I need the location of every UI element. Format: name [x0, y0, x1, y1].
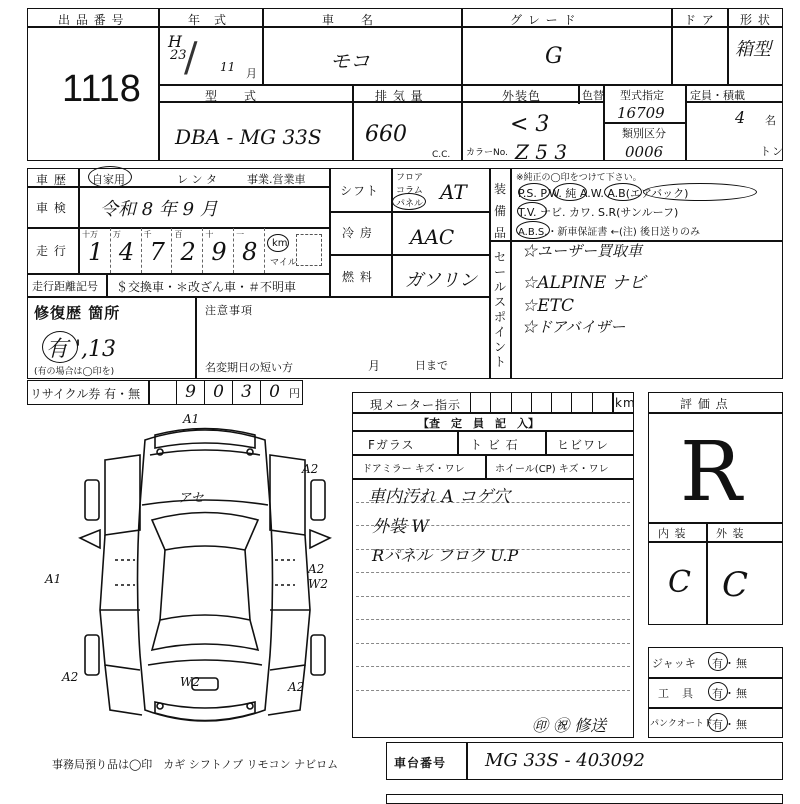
mark-rear-left: A2 [62, 670, 79, 684]
year-slash: / [184, 35, 198, 81]
mileage-label: 走 行 [36, 244, 67, 258]
year-month-unit: 月 [246, 67, 258, 80]
color-label: 外装色 [502, 89, 542, 103]
color-no-value: Z 5 3 [515, 140, 568, 164]
fuel-value: ガソリン [405, 270, 477, 291]
inspector-note-line [356, 619, 630, 620]
tool-puncture-label: パンクオートド [650, 719, 713, 729]
equip-abs-circle [516, 221, 550, 239]
mark-rear-right: A2 [288, 680, 305, 694]
history-option-business[interactable]: 事業.営業車 [247, 173, 306, 186]
displacement-label: 排 気 量 [375, 89, 424, 103]
mileage-digit: 4 [118, 238, 135, 266]
bottom-edge-box [386, 794, 783, 804]
inspector-note-2: 外装 W [372, 517, 429, 537]
tool-kit-label: 工 具 [658, 687, 694, 700]
deposit-text: 事務局預り品は◯印 カギ シフトノブ リモコン ナビロム [52, 758, 339, 771]
meter-cells [470, 392, 612, 412]
repair-label: 修復歴 箇所 [34, 304, 121, 322]
recycle-digits [176, 380, 288, 405]
category-value: 0006 [625, 143, 664, 161]
mark-rear-center: W2 [180, 675, 200, 689]
mark-right-side-a: A2 [308, 562, 325, 576]
shaken-label: 車 検 [36, 201, 67, 215]
mileage-unit-label: 百 [174, 230, 183, 239]
year-num: 23 [170, 48, 187, 63]
mileage-cell [142, 228, 173, 273]
interior-label: 内 装 [658, 527, 687, 540]
mileage-unit-label: 十 [205, 230, 214, 239]
sales-line-3: ☆ETC [522, 296, 574, 316]
recycle-unit: 円 [289, 387, 301, 400]
chassis-label: 車台番号 [394, 756, 447, 770]
meter-cell [531, 392, 551, 412]
interior-value: C [668, 565, 691, 600]
mileage-note-text: ＄交換車・＊改ざん車・＃不明車 [116, 280, 297, 294]
year-label: 年 式 [188, 13, 228, 27]
km-circle [267, 234, 289, 252]
inspector-tobiishi: ト ビ 石 [470, 438, 519, 452]
capacity-label: 定員・積載 [690, 89, 745, 102]
grade-value: G [545, 44, 563, 69]
inspector-mirror: ドアミラー キズ・ワレ [362, 464, 465, 475]
model-label: 型 式 [205, 89, 258, 103]
evaluation-label: 評 価 点 [680, 397, 729, 411]
history-label: 車 歴 [36, 173, 67, 187]
aircon-value: AAC [410, 225, 455, 249]
inspector-label: 【査 定 員 記 入】 [418, 417, 539, 430]
tool-jack-value[interactable]: 有・無 [712, 657, 748, 670]
remarks-month: 月 [368, 359, 382, 373]
type-spec-label: 型式指定 [620, 89, 664, 102]
color-no-label: カラーNo. [466, 148, 508, 158]
mileage-cell [80, 228, 111, 273]
inspector-note-1: 車内汚れ A コゲ穴 [368, 487, 511, 507]
aircon-label: 冷 房 [342, 226, 373, 240]
sales-line-4: ☆ドアバイザー [522, 318, 626, 336]
meter-unit: km [615, 396, 636, 410]
exterior-label: 外 装 [716, 527, 745, 540]
capacity-unit: 名 [765, 114, 777, 127]
mileage-unit-label: 一 [236, 230, 245, 239]
tool-kit-value[interactable]: 有・無 [712, 687, 748, 700]
mileage-unit-label: 十万 [82, 230, 98, 239]
repair-value: 有 ',13 [46, 337, 117, 362]
shift-panel-circle [392, 193, 426, 210]
car-name: モコ [330, 49, 370, 73]
inspector-note-line [356, 666, 630, 667]
evaluation-score: R [680, 425, 742, 520]
mark-right-front: A2 [302, 462, 319, 476]
mileage-cell [173, 228, 204, 273]
equip-row2: T.V. ナビ. カワ. S.R(サンルーフ) [518, 206, 679, 219]
recycle-digit: 0 [204, 380, 232, 405]
inspector-note-line [356, 643, 630, 644]
tool-kit-circle [708, 682, 728, 701]
car-label: 車 名 [322, 13, 375, 27]
mileage-cell [111, 228, 142, 273]
mark-right-side-w: W2 [308, 577, 328, 591]
exterior-value: C [722, 565, 749, 605]
mark-top: A1 [183, 412, 200, 426]
tool-jack-label: ジャッキ [652, 657, 696, 670]
type-spec-value: 16709 [617, 104, 665, 122]
sales-point-label [494, 250, 508, 370]
car-diagram [60, 410, 350, 740]
door-label: ド ア [684, 13, 715, 27]
recycle-digit: 0 [260, 380, 288, 405]
history-option-rental[interactable]: レ ン タ [177, 173, 217, 186]
capacity-value: 4 [735, 108, 746, 127]
equip-aw-circle [604, 183, 642, 201]
displacement-value: 660 [365, 122, 407, 147]
repair-circle [42, 331, 78, 363]
mileage-digit: 2 [180, 238, 196, 266]
recycle-digit: 9 [176, 380, 204, 405]
fuel-label: 燃 料 [342, 270, 373, 284]
history-option-private[interactable]: 自家用 [92, 173, 125, 186]
meter-cell [592, 392, 612, 412]
inspector-note-line [356, 596, 630, 597]
km-label: km [272, 238, 288, 249]
mileage-cell [234, 228, 265, 273]
recycle-digit: 3 [232, 380, 260, 405]
history-selected-circle [88, 166, 132, 188]
mileage-digit: 9 [211, 238, 227, 266]
shape-value: 箱型 [735, 39, 771, 60]
mileage-note-label: 走行距離記号 [32, 280, 98, 293]
chassis-value: MG 33S - 403092 [485, 750, 646, 771]
tool-puncture-value[interactable]: 有・無 [712, 718, 748, 731]
equip-label-text: 装 備 品 [494, 182, 507, 240]
equip-row1: P.S. P.W. 純 A.W. A.B(エアバック) [518, 187, 689, 200]
mileage-digit: 7 [149, 238, 165, 266]
lot-label: 出 品 番 号 [58, 13, 125, 27]
equip-note: ※純正の◯印をつけて下さい。 [516, 173, 642, 183]
meter-cell [511, 392, 531, 412]
color-change-label: 色替 [582, 89, 604, 102]
inspector-hibiware: ヒビワレ [557, 438, 610, 452]
category-label: 類別区分 [622, 127, 666, 140]
equip-label [494, 178, 508, 244]
sales-point-label-text: セールスポイント [494, 250, 507, 369]
mark-hood: アセ [178, 491, 204, 506]
equip-pw-circle [553, 183, 587, 201]
shift-label: シフト [340, 184, 380, 198]
meter-cell [470, 392, 490, 412]
inspector-note-3: Rパネル フロク U.P [372, 546, 519, 565]
grade-label: グ レ ー ド [510, 13, 577, 27]
remarks-short-label: 名変期日の短い方 [205, 361, 293, 374]
shift-panel[interactable]: パネル [396, 199, 424, 209]
mileage-cell [203, 228, 234, 273]
equip-ab-circle [643, 183, 757, 201]
mark-left-side: A1 [45, 572, 62, 586]
mileage-digits [80, 228, 265, 273]
mile-label: マイル [270, 258, 297, 268]
recycle-label: リサイクル券 有・無 [30, 387, 141, 401]
shift-floor[interactable]: フロア [396, 173, 424, 183]
remarks-day: 日まで [415, 359, 448, 372]
lot-number: 1118 [62, 68, 141, 110]
color-value: < 3 [510, 112, 550, 137]
sales-line-1: ☆ユーザー買取車 [522, 242, 643, 260]
inspector-signature: ㊞ ㊗ 修送 [532, 716, 607, 735]
year-month: 11 [220, 60, 236, 74]
year-era: H [168, 32, 182, 51]
meter-cell [551, 392, 571, 412]
shift-column[interactable]: コラム [396, 186, 423, 196]
tool-puncture-circle [708, 713, 728, 732]
remarks-label: 注意事項 [205, 304, 253, 317]
mileage-unit-label: 千 [143, 230, 152, 239]
equip-tv-circle [517, 202, 547, 220]
mile-box [296, 234, 322, 266]
shape-label: 形 状 [740, 13, 771, 27]
tool-jack-circle [708, 652, 728, 671]
inspector-wheel: ホイール(CP) キズ・ワレ [495, 464, 609, 475]
model-value: DBA - MG 33S [175, 125, 322, 149]
inspector-note-line [356, 690, 630, 691]
ton-unit: トン [760, 145, 784, 158]
shift-value: AT [440, 180, 467, 204]
meter-label: 現メーター指示 [370, 398, 462, 412]
mileage-digit: 1 [88, 238, 104, 266]
cc-unit: C.C. [432, 150, 451, 160]
meter-cell [490, 392, 510, 412]
mileage-digit: 8 [242, 238, 258, 266]
sales-line-2: ☆ALPINE ナビ [522, 273, 646, 293]
repair-note: (有の場合は◯印を) [34, 367, 115, 377]
meter-cell [571, 392, 591, 412]
mileage-unit-label: 万 [112, 230, 121, 239]
shaken-value: 令和 8 年 9 月 [100, 199, 218, 220]
inspector-fglass: Fガラス [368, 438, 415, 452]
equip-row3: A.B.S.・新車保証書 ←(注) 後日送りのみ [518, 227, 700, 238]
inspector-note-line [356, 572, 630, 573]
equip-ps-circle [518, 183, 550, 201]
